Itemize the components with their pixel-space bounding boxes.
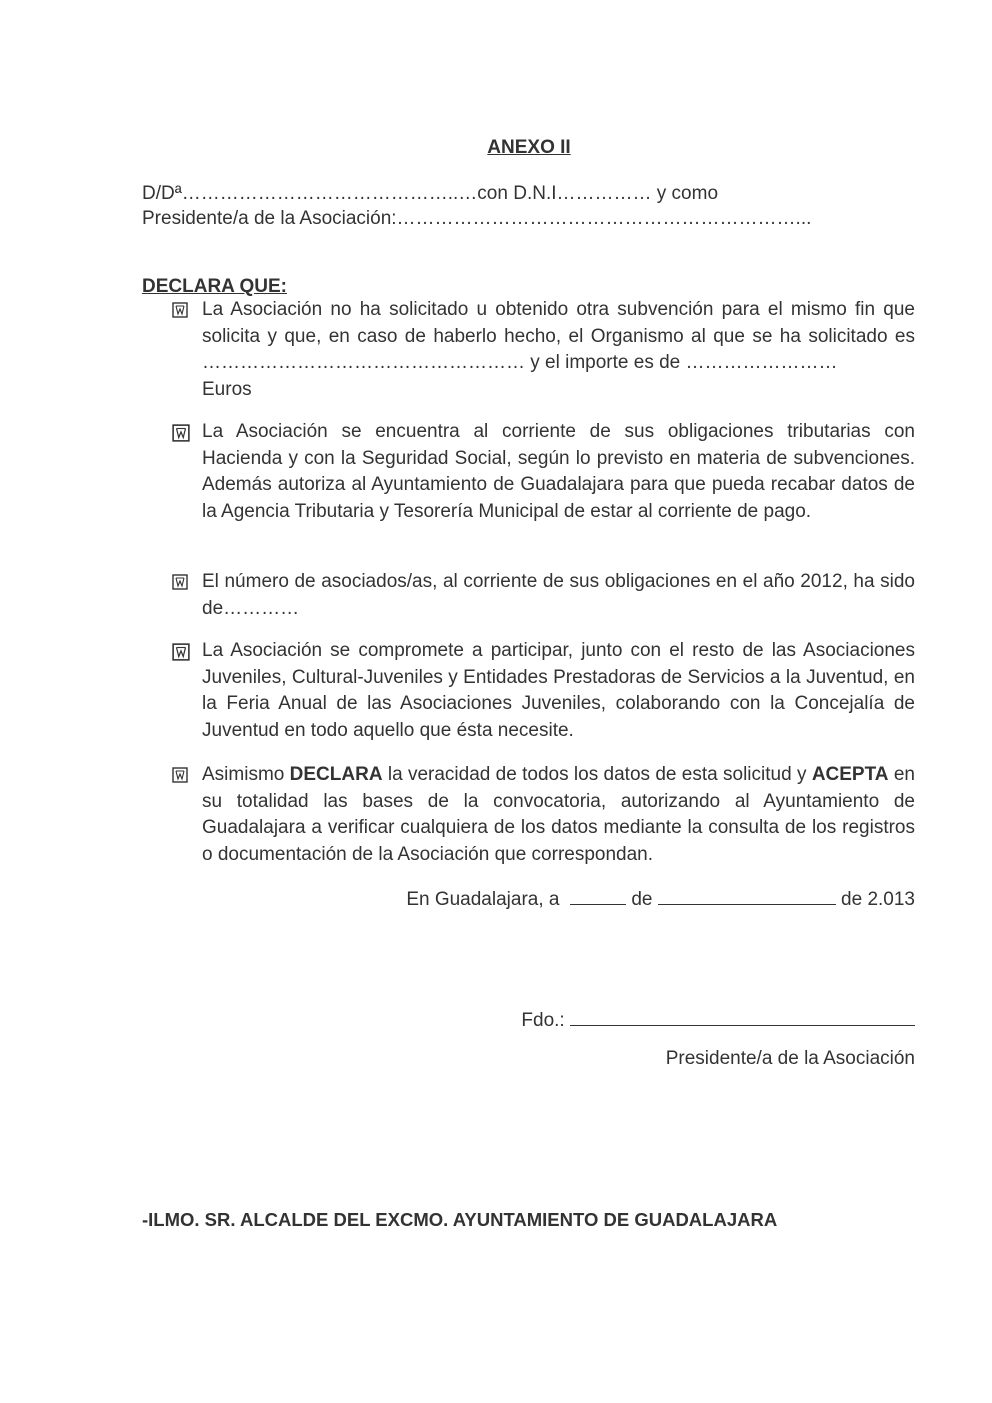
checkbox-icon	[172, 569, 202, 622]
signature-line	[521, 1006, 915, 1032]
declaration-item	[172, 419, 915, 525]
applicant-line: D/Dª……………………………………..…con D.N.I…………… y como	[142, 183, 719, 204]
date-prefix: En Guadalajara, a	[406, 889, 560, 910]
declara-heading: DECLARA QUE:	[142, 276, 287, 297]
date-de: de	[631, 889, 653, 910]
acepta-keyword: ACEPTA	[811, 764, 889, 785]
declaration-item	[172, 638, 915, 744]
checkbox-icon	[172, 419, 202, 525]
addressee-footer: -ILMO. SR. ALCALDE DEL EXCMO. AYUNTAMIENTO DE GUADALAJARA	[142, 1209, 778, 1230]
document-title: ANEXO II	[487, 137, 571, 158]
declaration-item	[172, 569, 915, 622]
checkbox-icon	[172, 762, 202, 868]
association-line: Presidente/a de la Asociación:………………………………………………………...	[142, 208, 812, 229]
declaration-text: La Asociación se compromete a participar, junto con el resto de las Asociaciones Juveniles, Cultural-Juveniles y Entidades Prestadoras de Servicios a la Juventud, en la Feria Anual de las Asociaciones Juveniles, colaborando con la Concejalía de Juventud en todo aquello que ésta necesite.	[202, 640, 915, 741]
declaration-text: La Asociación se encuentra al corriente de sus obligaciones tributarias con Hacienda y con la Seguridad Social, según lo previsto en materia de subvenciones. Además autoriza al Ayuntamiento de Guadalajara para que pueda recabar datos de la Agencia Tributaria y Tesorería Municipal de estar al corriente de pago.	[202, 421, 915, 522]
signature-blank[interactable]	[570, 1006, 915, 1026]
declaration-text-part: la veracidad de todos los datos de esta solicitud y	[382, 764, 812, 785]
checkbox-icon	[172, 297, 202, 403]
date-line	[406, 885, 915, 911]
declara-keyword: DECLARA	[289, 764, 383, 785]
declaration-text-currency: Euros	[202, 378, 252, 400]
declaration-text: El número de asociados/as, al corriente de sus obligaciones en el año 2012, ha sido de…………	[202, 571, 915, 619]
signature-label: Fdo.:	[521, 1010, 565, 1031]
signature-role: Presidente/a de la Asociación	[665, 1048, 915, 1069]
declaration-text-part: en su totalidad las bases de la convocatoria, autorizando al Ayuntamiento de Guadalajara a verificar cualquiera de los datos mediante la consulta de los registros o documentación de la Asociación que correspondan.	[202, 764, 915, 865]
checkbox-icon	[172, 638, 202, 744]
declaration-text: La Asociación no ha solicitado u obtenido otra subvención para el mismo fin que solicita y que, en caso de haberlo hecho, el Organismo al que se ha solicitado es …………………………………………… y el importe es de ……………………	[202, 299, 915, 373]
date-year: de 2.013	[841, 889, 915, 910]
declaration-text	[202, 762, 915, 868]
declaration-item	[172, 762, 915, 868]
declaration-text-part: Asimismo	[202, 764, 290, 785]
declaration-item	[172, 297, 915, 403]
month-blank[interactable]	[658, 885, 836, 905]
day-blank[interactable]	[570, 885, 626, 905]
